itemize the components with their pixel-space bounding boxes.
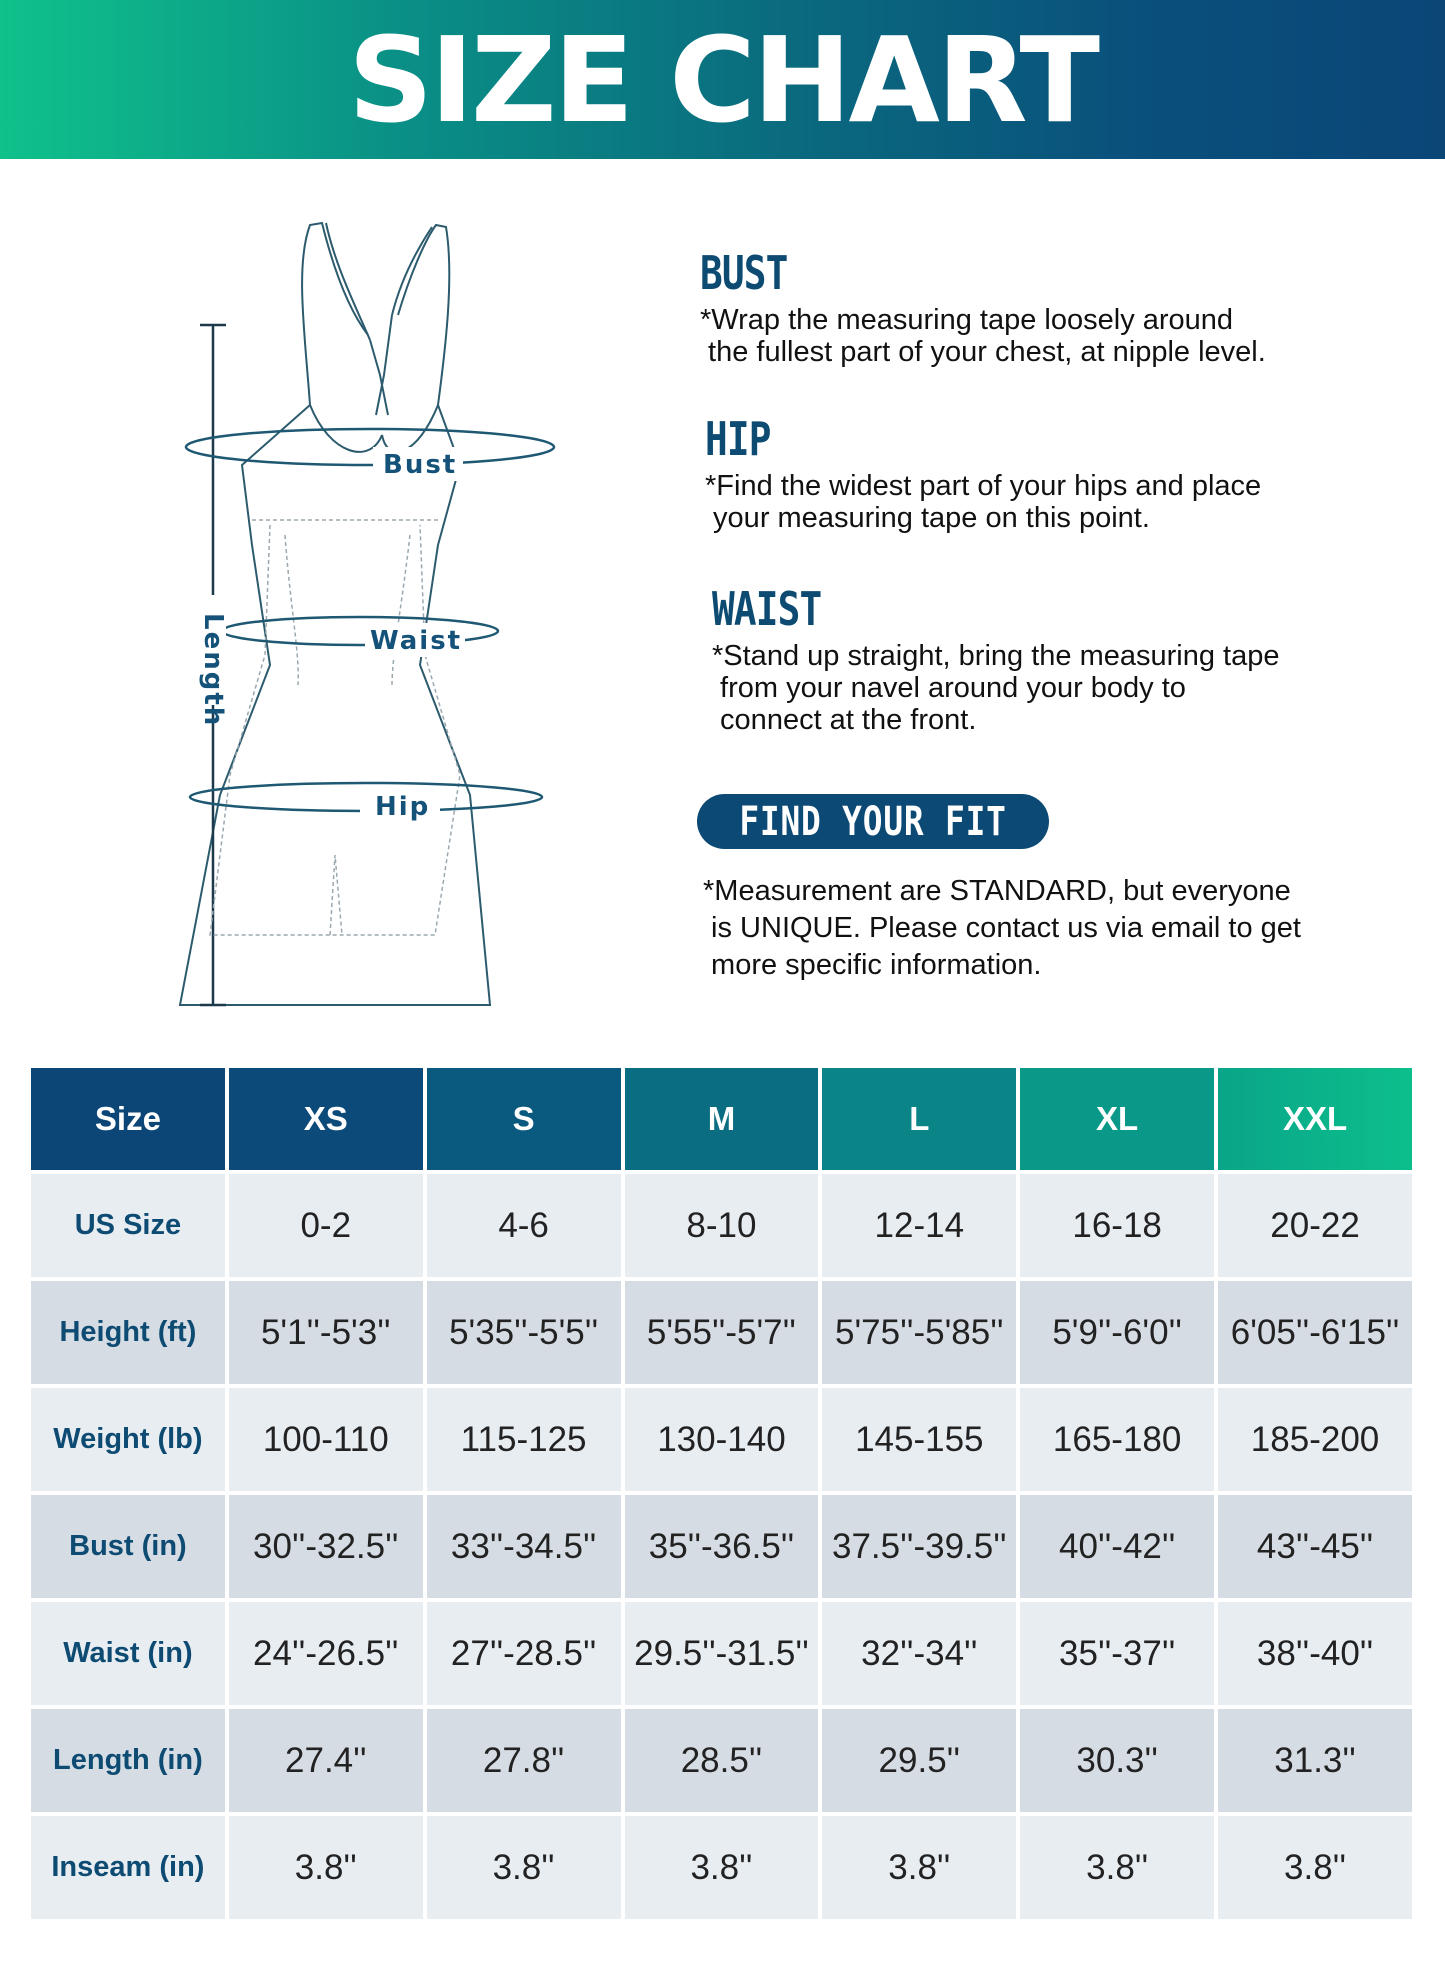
hip-label: Hip [375,792,431,822]
table-cell: 38''-40'' [1218,1602,1412,1705]
table-cell: 30.3'' [1020,1709,1214,1812]
bust-instruction-line-2: the fullest part of your chest, at nipple level. [700,336,1266,368]
table-cell: 31.3'' [1218,1709,1412,1812]
table-cell: 165-180 [1020,1388,1214,1491]
table-cell: 12-14 [822,1174,1016,1277]
table-cell: 16-18 [1020,1174,1214,1277]
table-row [31,1602,1412,1705]
row-label: Height (ft) [31,1281,225,1384]
row-label: US Size [31,1174,225,1277]
row-label: Waist (in) [31,1602,225,1705]
table-cell: 6'05''-6'15'' [1218,1281,1412,1384]
table-cell: 3.8'' [427,1816,621,1919]
waist-section [712,582,1412,736]
header-xs: XS [229,1068,423,1170]
table-cell: 35''-37'' [1020,1602,1214,1705]
table-cell: 27''-28.5'' [427,1602,621,1705]
table-cell: 5'75''-5'85'' [822,1281,1016,1384]
table-cell: 29.5'' [822,1709,1016,1812]
length-label: Length [198,613,228,728]
bust-heading: BUST [700,246,788,300]
row-label: Length (in) [31,1709,225,1812]
note-line-3: more specific information. [703,949,1042,981]
table-cell: 5'55''-5'7'' [625,1281,819,1384]
hip-instruction-line-1: *Find the widest part of your hips and place [705,470,1262,502]
waist-instruction-line-3: connect at the front. [712,704,977,736]
row-label: Bust (in) [31,1495,225,1598]
table-cell: 5'35''-5'5'' [427,1281,621,1384]
header-xxl: XXL [1218,1068,1412,1170]
table-cell: 20-22 [1218,1174,1412,1277]
table-cell: 5'1''-5'3'' [229,1281,423,1384]
garment-diagram [170,215,630,1015]
table-cell: 3.8'' [625,1816,819,1919]
table-cell: 35''-36.5'' [625,1495,819,1598]
table-row [31,1388,1412,1491]
table-cell: 3.8'' [822,1816,1016,1919]
table-row [31,1281,1412,1384]
page-title: SIZE CHART [348,10,1097,149]
waist-label: Waist [370,626,463,656]
hip-section [705,412,1405,534]
row-label: Weight (lb) [31,1388,225,1491]
header-l: L [822,1068,1016,1170]
table-cell: 30''-32.5'' [229,1495,423,1598]
table-cell: 8-10 [625,1174,819,1277]
table-cell: 29.5''-31.5'' [625,1602,819,1705]
table-cell: 3.8'' [1020,1816,1214,1919]
measurement-note [703,873,1393,984]
waist-instruction-line-2: from your navel around your body to [712,672,1186,704]
waist-instruction-line-1: *Stand up straight, bring the measuring tape [712,640,1280,672]
table-cell: 37.5''-39.5'' [822,1495,1016,1598]
bust-instruction-line-1: *Wrap the measuring tape loosely around [700,304,1234,336]
table-cell: 3.8'' [1218,1816,1412,1919]
table-cell: 4-6 [427,1174,621,1277]
table-cell: 43''-45'' [1218,1495,1412,1598]
bust-section [700,246,1400,368]
row-label: Inseam (in) [31,1816,225,1919]
find-your-fit-label: FIND YOUR FIT [739,798,1007,845]
hip-instruction-line-2: your measuring tape on this point. [705,502,1150,534]
table-row [31,1495,1412,1598]
size-table [27,1064,1416,1923]
table-cell: 24''-26.5'' [229,1602,423,1705]
table-cell: 33''-34.5'' [427,1495,621,1598]
header-m: M [625,1068,819,1170]
table-cell: 130-140 [625,1388,819,1491]
header-size: Size [31,1068,225,1170]
table-row [31,1816,1412,1919]
header-s: S [427,1068,621,1170]
bust-label: Bust [383,450,458,480]
table-cell: 3.8'' [229,1816,423,1919]
hip-heading: HIP [705,412,771,466]
table-cell: 5'9''-6'0'' [1020,1281,1214,1384]
find-your-fit-banner [697,794,1049,849]
table-cell: 40''-42'' [1020,1495,1214,1598]
note-line-2: is UNIQUE. Please contact us via email to get [703,912,1301,944]
table-cell: 28.5'' [625,1709,819,1812]
dress-outline-illustration [170,215,630,1015]
table-header-row [31,1068,1412,1170]
table-row [31,1174,1412,1277]
table-cell: 32''-34'' [822,1602,1016,1705]
table-cell: 185-200 [1218,1388,1412,1491]
table-cell: 27.4'' [229,1709,423,1812]
table-cell: 145-155 [822,1388,1016,1491]
waist-heading: WAIST [712,582,822,636]
table-cell: 0-2 [229,1174,423,1277]
header-xl: XL [1020,1068,1214,1170]
note-line-1: *Measurement are STANDARD, but everyone [703,875,1291,907]
table-row [31,1709,1412,1812]
table-cell: 115-125 [427,1388,621,1491]
table-cell: 100-110 [229,1388,423,1491]
table-cell: 27.8'' [427,1709,621,1812]
